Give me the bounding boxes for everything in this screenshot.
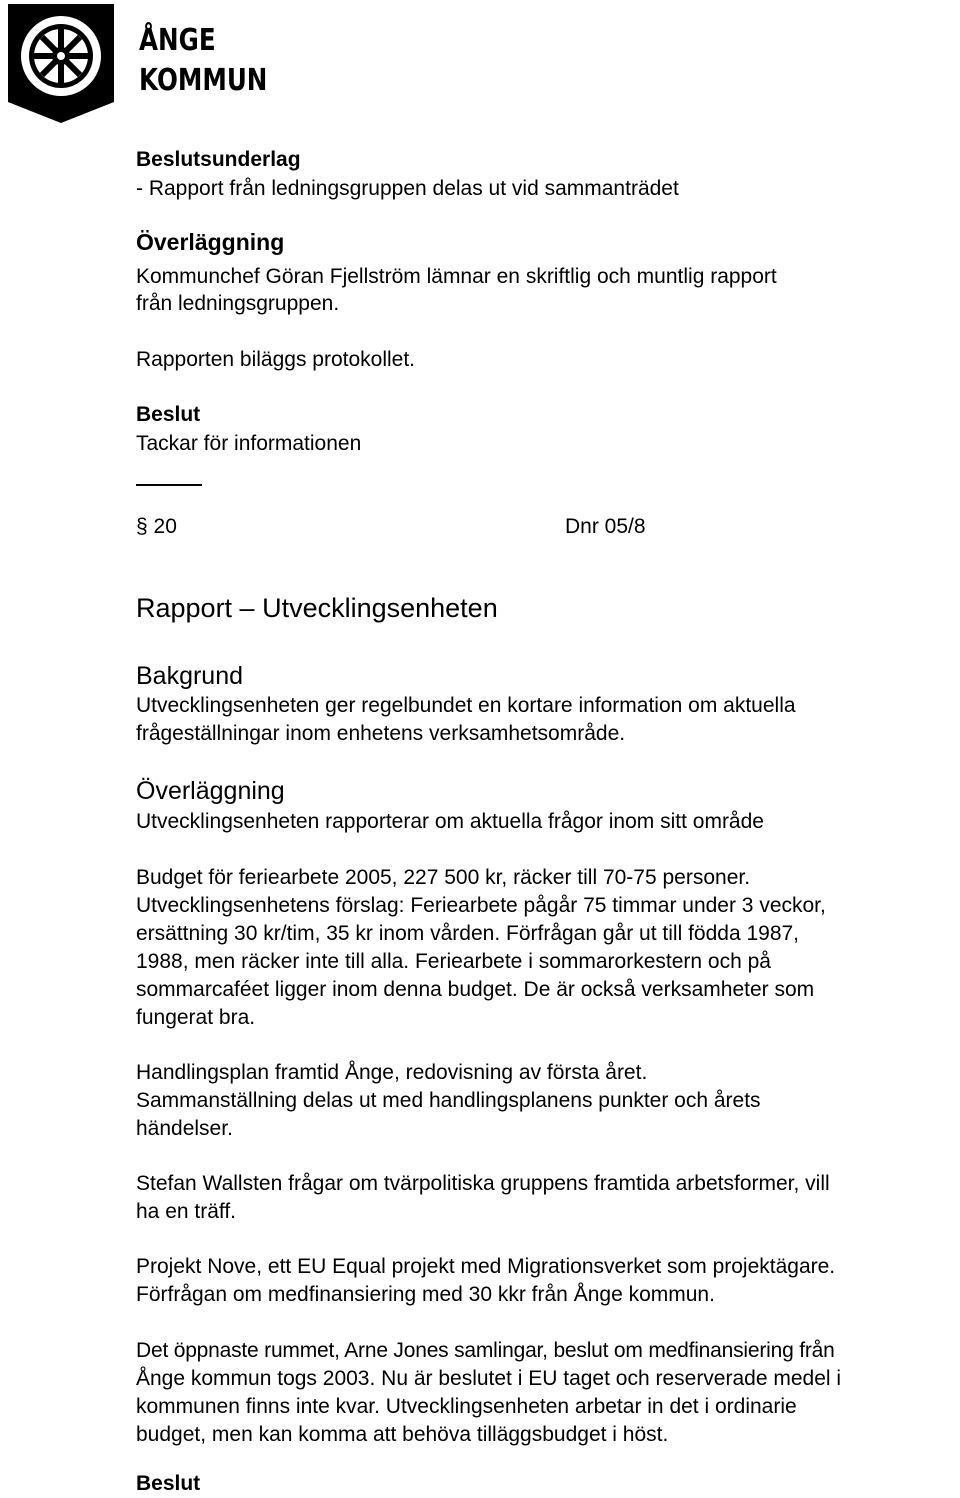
wheel-emblem-icon (4, 2, 114, 124)
text-line: Projekt Nove, ett EU Equal projekt med Migrationsverket som projektägare. (136, 1255, 836, 1278)
dnr-number: Dnr 05/8 (565, 515, 646, 538)
text-line: händelser. (136, 1117, 233, 1140)
heading-beslut-2: Beslut (136, 1472, 201, 1495)
text-line: Handlingsplan framtid Ånge, redovisning av första året. (136, 1061, 648, 1084)
logo-text-ange: ÅNGE (139, 23, 216, 58)
text-overlaggning-2: Utvecklingsenheten rapporterar om aktuella frågor inom sitt område (136, 810, 764, 833)
text-line: 1988, men räcker inte till alla. Feriearbete i sommarorkestern och på (136, 950, 771, 973)
text-line: Utvecklingsenhetens förslag: Feriearbete pågår 75 timmar under 3 veckor, (136, 894, 826, 917)
text-bakgrund-a: Utvecklingsenheten ger regelbundet en kortare information om aktuella (136, 694, 796, 717)
section-title: Rapport – Utvecklingsenheten (136, 593, 498, 623)
text-line: ersättning 30 kr/tim, 35 kr inom vården. Förfrågan går ut till födda 1987, (136, 922, 800, 945)
text-overlaggning-1c: Rapporten biläggs protokollet. (136, 348, 416, 371)
text-beslutsunderlag: - Rapport från ledningsgruppen delas ut vid sammanträdet (136, 177, 679, 200)
heading-overlaggning-2: Överläggning (136, 777, 285, 805)
text-line: fungerat bra. (136, 1006, 256, 1029)
text-overlaggning-1b: från ledningsgruppen. (136, 292, 340, 315)
paragraph-number: § 20 (136, 515, 177, 538)
text-line: Förfrågan om medfinansiering med 30 kkr från Ånge kommun. (136, 1283, 715, 1306)
text-line: kommunen finns inte kvar. Utvecklingsenheten arbetar in det i ordinarie (136, 1395, 797, 1418)
kommun-logo (0, 0, 268, 128)
heading-beslut-1: Beslut (136, 403, 201, 426)
heading-beslutsunderlag: Beslutsunderlag (136, 148, 301, 171)
logo-text-kommun: KOMMUN (139, 63, 268, 98)
text-line: sommarcaféet ligger inom denna budget. De är också verksamheter som (136, 978, 815, 1001)
text-line: ha en träff. (136, 1200, 237, 1223)
section-divider (136, 484, 202, 486)
text-line: Sammanställning delas ut med handlingsplanens punkter och årets (136, 1089, 761, 1112)
heading-bakgrund: Bakgrund (136, 662, 244, 690)
text-beslut-1: Tackar för informationen (136, 432, 362, 455)
text-bakgrund-b: frågeställningar inom enhetens verksamhetsområde. (136, 722, 626, 745)
text-line: Det öppnaste rummet, Arne Jones samlingar, beslut om medfinansiering från (136, 1339, 835, 1362)
text-line: Stefan Wallsten frågar om tvärpolitiska gruppens framtida arbetsformer, vill (136, 1172, 830, 1195)
text-line: budget, men kan komma att behöva tilläggsbudget i höst. (136, 1423, 669, 1446)
text-line: Ånge kommun togs 2003. Nu är beslutet i EU taget och reserverade medel i (136, 1367, 842, 1390)
heading-overlaggning-1: Överläggning (136, 229, 285, 255)
text-overlaggning-1a: Kommunchef Göran Fjellström lämnar en skriftlig och muntlig rapport (136, 265, 777, 288)
text-line: Budget för feriearbete 2005, 227 500 kr, räcker till 70-75 personer. (136, 866, 751, 889)
